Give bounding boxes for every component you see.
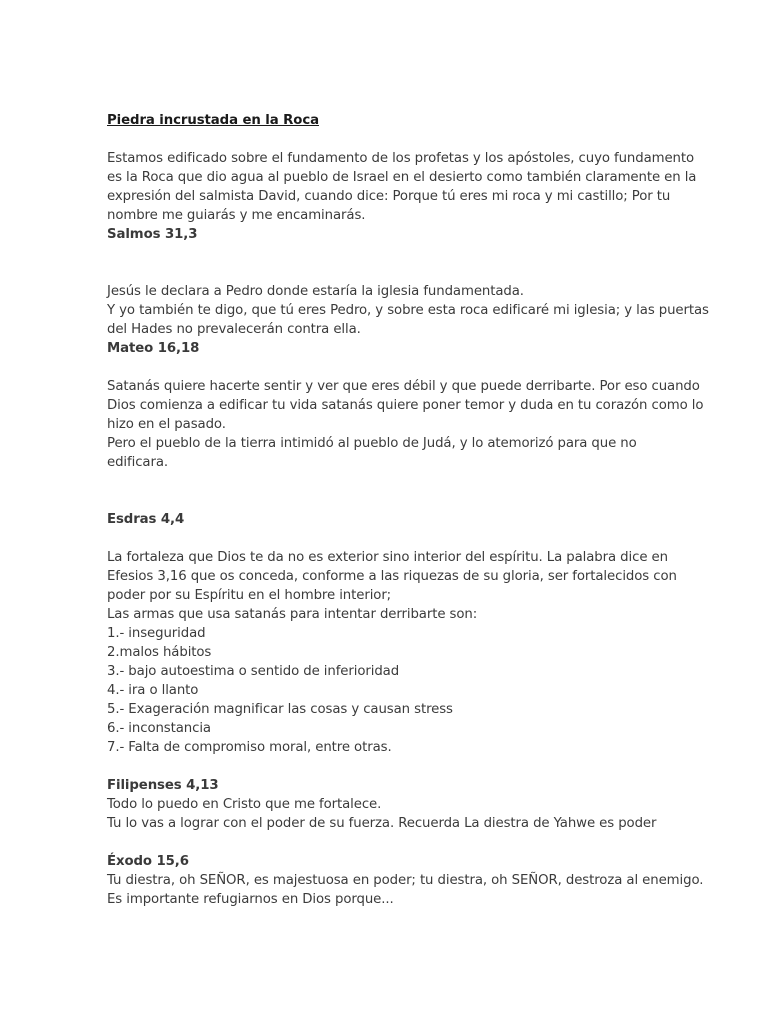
text-line: Dios comienza a edificar tu vida satanás quiere poner temor y duda en tu corazón como lo (107, 398, 704, 413)
text-line: Todo lo puedo en Cristo que me fortalece. (107, 797, 382, 812)
list-item: 6.- inconstancia (107, 721, 211, 736)
text-line: nombre me guiarás y me encaminarás. (107, 208, 366, 223)
text-line: Efesios 3,16 que os conceda, conforme a las riquezas de su gloria, ser fortalecidos con (107, 569, 677, 584)
text-line: del Hades no prevalecerán contra ella. (107, 322, 361, 337)
text-line: La fortaleza que Dios te da no es exterior sino interior del espíritu. La palabra dice en (107, 550, 668, 565)
paragraph-4 (107, 548, 677, 624)
scripture-reference: Éxodo 15,6 (107, 854, 189, 869)
list-item: 4.- ira o llanto (107, 683, 199, 698)
paragraph-1 (107, 149, 697, 225)
list-item: 1.- inseguridad (107, 626, 206, 641)
scripture-reference: Salmos 31,3 (107, 227, 198, 242)
list-item: 3.- bajo autoestima o sentido de inferioridad (107, 664, 400, 679)
paragraph-5 (107, 795, 667, 833)
text-line: Jesús le declara a Pedro donde estaría la iglesia fundamentada. (107, 284, 524, 299)
text-line: hizo en el pasado. (107, 417, 226, 432)
text-line: edificara. (107, 455, 168, 470)
text-line: es la Roca que dio agua al pueblo de Israel en el desierto como también claramente en la (107, 170, 697, 185)
paragraph-2 (107, 282, 709, 339)
scripture-reference: Filipenses 4,13 (107, 778, 219, 793)
text-line: Tu lo vas a lograr con el poder de su fuerza. Recuerda La diestra de Yahwe es poder (107, 816, 657, 831)
text-line: expresión del salmista David, cuando dice: Porque tú eres mi roca y mi castillo; Por tu (107, 189, 671, 204)
list-item: 2.malos hábitos (107, 645, 212, 660)
weapons-list (107, 624, 667, 757)
scripture-reference: Mateo 16,18 (107, 341, 200, 356)
paragraph-3 (107, 377, 704, 472)
list-item: 7.- Falta de compromiso moral, entre otras. (107, 740, 392, 755)
text-line: Pero el pueblo de la tierra intimidó al pueblo de Judá, y lo atemorizó para que no (107, 436, 637, 451)
text-line: Es importante refugiarnos en Dios porque... (107, 892, 394, 907)
text-line: Las armas que usa satanás para intentar derribarte son: (107, 607, 478, 622)
text-line: Satanás quiere hacerte sentir y ver que eres débil y que puede derribarte. Por eso cuando (107, 379, 700, 394)
text-line: Estamos edificado sobre el fundamento de los profetas y los apóstoles, cuyo fundamento (107, 151, 695, 166)
list-item: 5.- Exageración magnificar las cosas y causan stress (107, 702, 453, 717)
document-page (107, 111, 709, 909)
paragraph-6 (107, 871, 704, 909)
scripture-reference: Esdras 4,4 (107, 512, 185, 527)
text-line: poder por su Espíritu en el hombre interior; (107, 588, 392, 603)
document-title: Piedra incrustada en la Roca (107, 113, 319, 128)
text-line: Tu diestra, oh SEÑOR, es majestuosa en poder; tu diestra, oh SEÑOR, destroza al enemigo. (107, 873, 704, 888)
text-line: Y yo también te digo, que tú eres Pedro, y sobre esta roca edificaré mi iglesia; y las puertas (107, 303, 709, 318)
